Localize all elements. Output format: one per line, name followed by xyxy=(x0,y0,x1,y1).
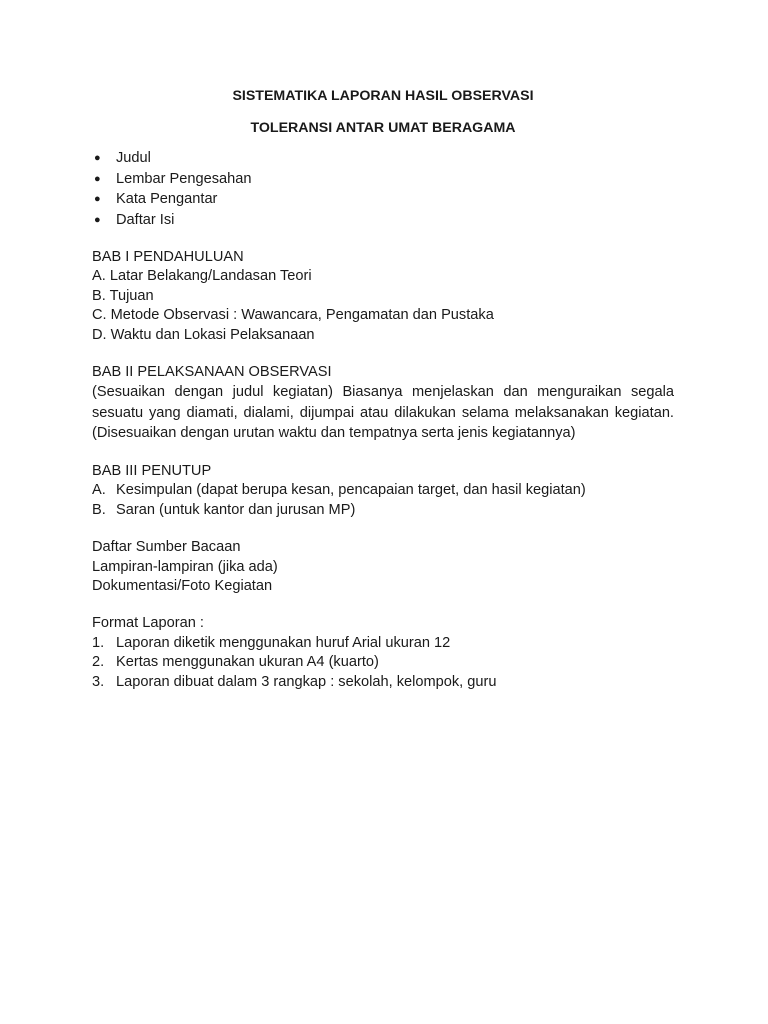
list-item: ● Daftar Isi xyxy=(92,210,674,231)
list-item: A. Latar Belakang/Landasan Teori xyxy=(92,268,312,285)
list-item: A. Kesimpulan (dapat berupa kesan, pencapaian target, dan hasil kegiatan) xyxy=(92,482,586,499)
bullet-icon: ● xyxy=(94,152,101,164)
document-page xyxy=(92,86,674,710)
list-item: 2. Kertas menggunakan ukuran A4 (kuarto) xyxy=(92,654,379,671)
bab3-section xyxy=(92,462,674,520)
list-item: Daftar Sumber Bacaan xyxy=(92,539,241,556)
list-item: Lampiran-lampiran (jika ada) xyxy=(92,558,278,575)
document-subtitle: TOLERANSI ANTAR UMAT BERAGAMA xyxy=(250,120,516,136)
list-item: 1. Laporan diketik menggunakan huruf Arial ukuran 12 xyxy=(92,634,451,651)
section-paragraph: (Sesuaikan dengan judul kegiatan) Biasanya menjelaskan dan menguraikan segala sesuatu yang diamati, dialami, dijumpai atau dilakukan selama melaksanakan kegiatan. (Disesuaikan dengan urutan waktu dan tempatnya serta jenis kegiatannya) xyxy=(92,384,674,442)
list-item: ● Kata Pengantar xyxy=(92,189,674,210)
list-item: ● Judul xyxy=(92,148,674,169)
bab1-section xyxy=(92,248,674,345)
bab2-section xyxy=(92,363,674,444)
document-title: SISTEMATIKA LAPORAN HASIL OBSERVASI xyxy=(232,88,534,104)
front-matter-list xyxy=(92,148,674,230)
appendix-section xyxy=(92,538,674,596)
list-item: ● Lembar Pengesahan xyxy=(92,169,674,190)
bullet-icon: ● xyxy=(94,193,101,205)
section-heading: BAB III PENUTUP xyxy=(92,462,212,479)
section-heading: Format Laporan : xyxy=(92,615,204,632)
list-item: D. Waktu dan Lokasi Pelaksanaan xyxy=(92,326,315,343)
section-heading: BAB II PELAKSANAAN OBSERVASI xyxy=(92,364,332,381)
bullet-icon: ● xyxy=(94,213,101,226)
list-item: 3. Laporan dibuat dalam 3 rangkap : sekolah, kelompok, guru xyxy=(92,673,497,690)
bab3-list xyxy=(92,481,674,520)
format-list xyxy=(92,634,674,692)
list-item: B. Saran (untuk kantor dan jurusan MP) xyxy=(92,501,356,518)
list-item: C. Metode Observasi : Wawancara, Pengamatan dan Pustaka xyxy=(92,307,494,324)
section-heading: BAB I PENDAHULUAN xyxy=(92,249,244,265)
format-section xyxy=(92,614,674,692)
bullet-icon: ● xyxy=(94,172,101,185)
list-item: Dokumentasi/Foto Kegiatan xyxy=(92,577,273,594)
list-item: B. Tujuan xyxy=(92,287,154,304)
